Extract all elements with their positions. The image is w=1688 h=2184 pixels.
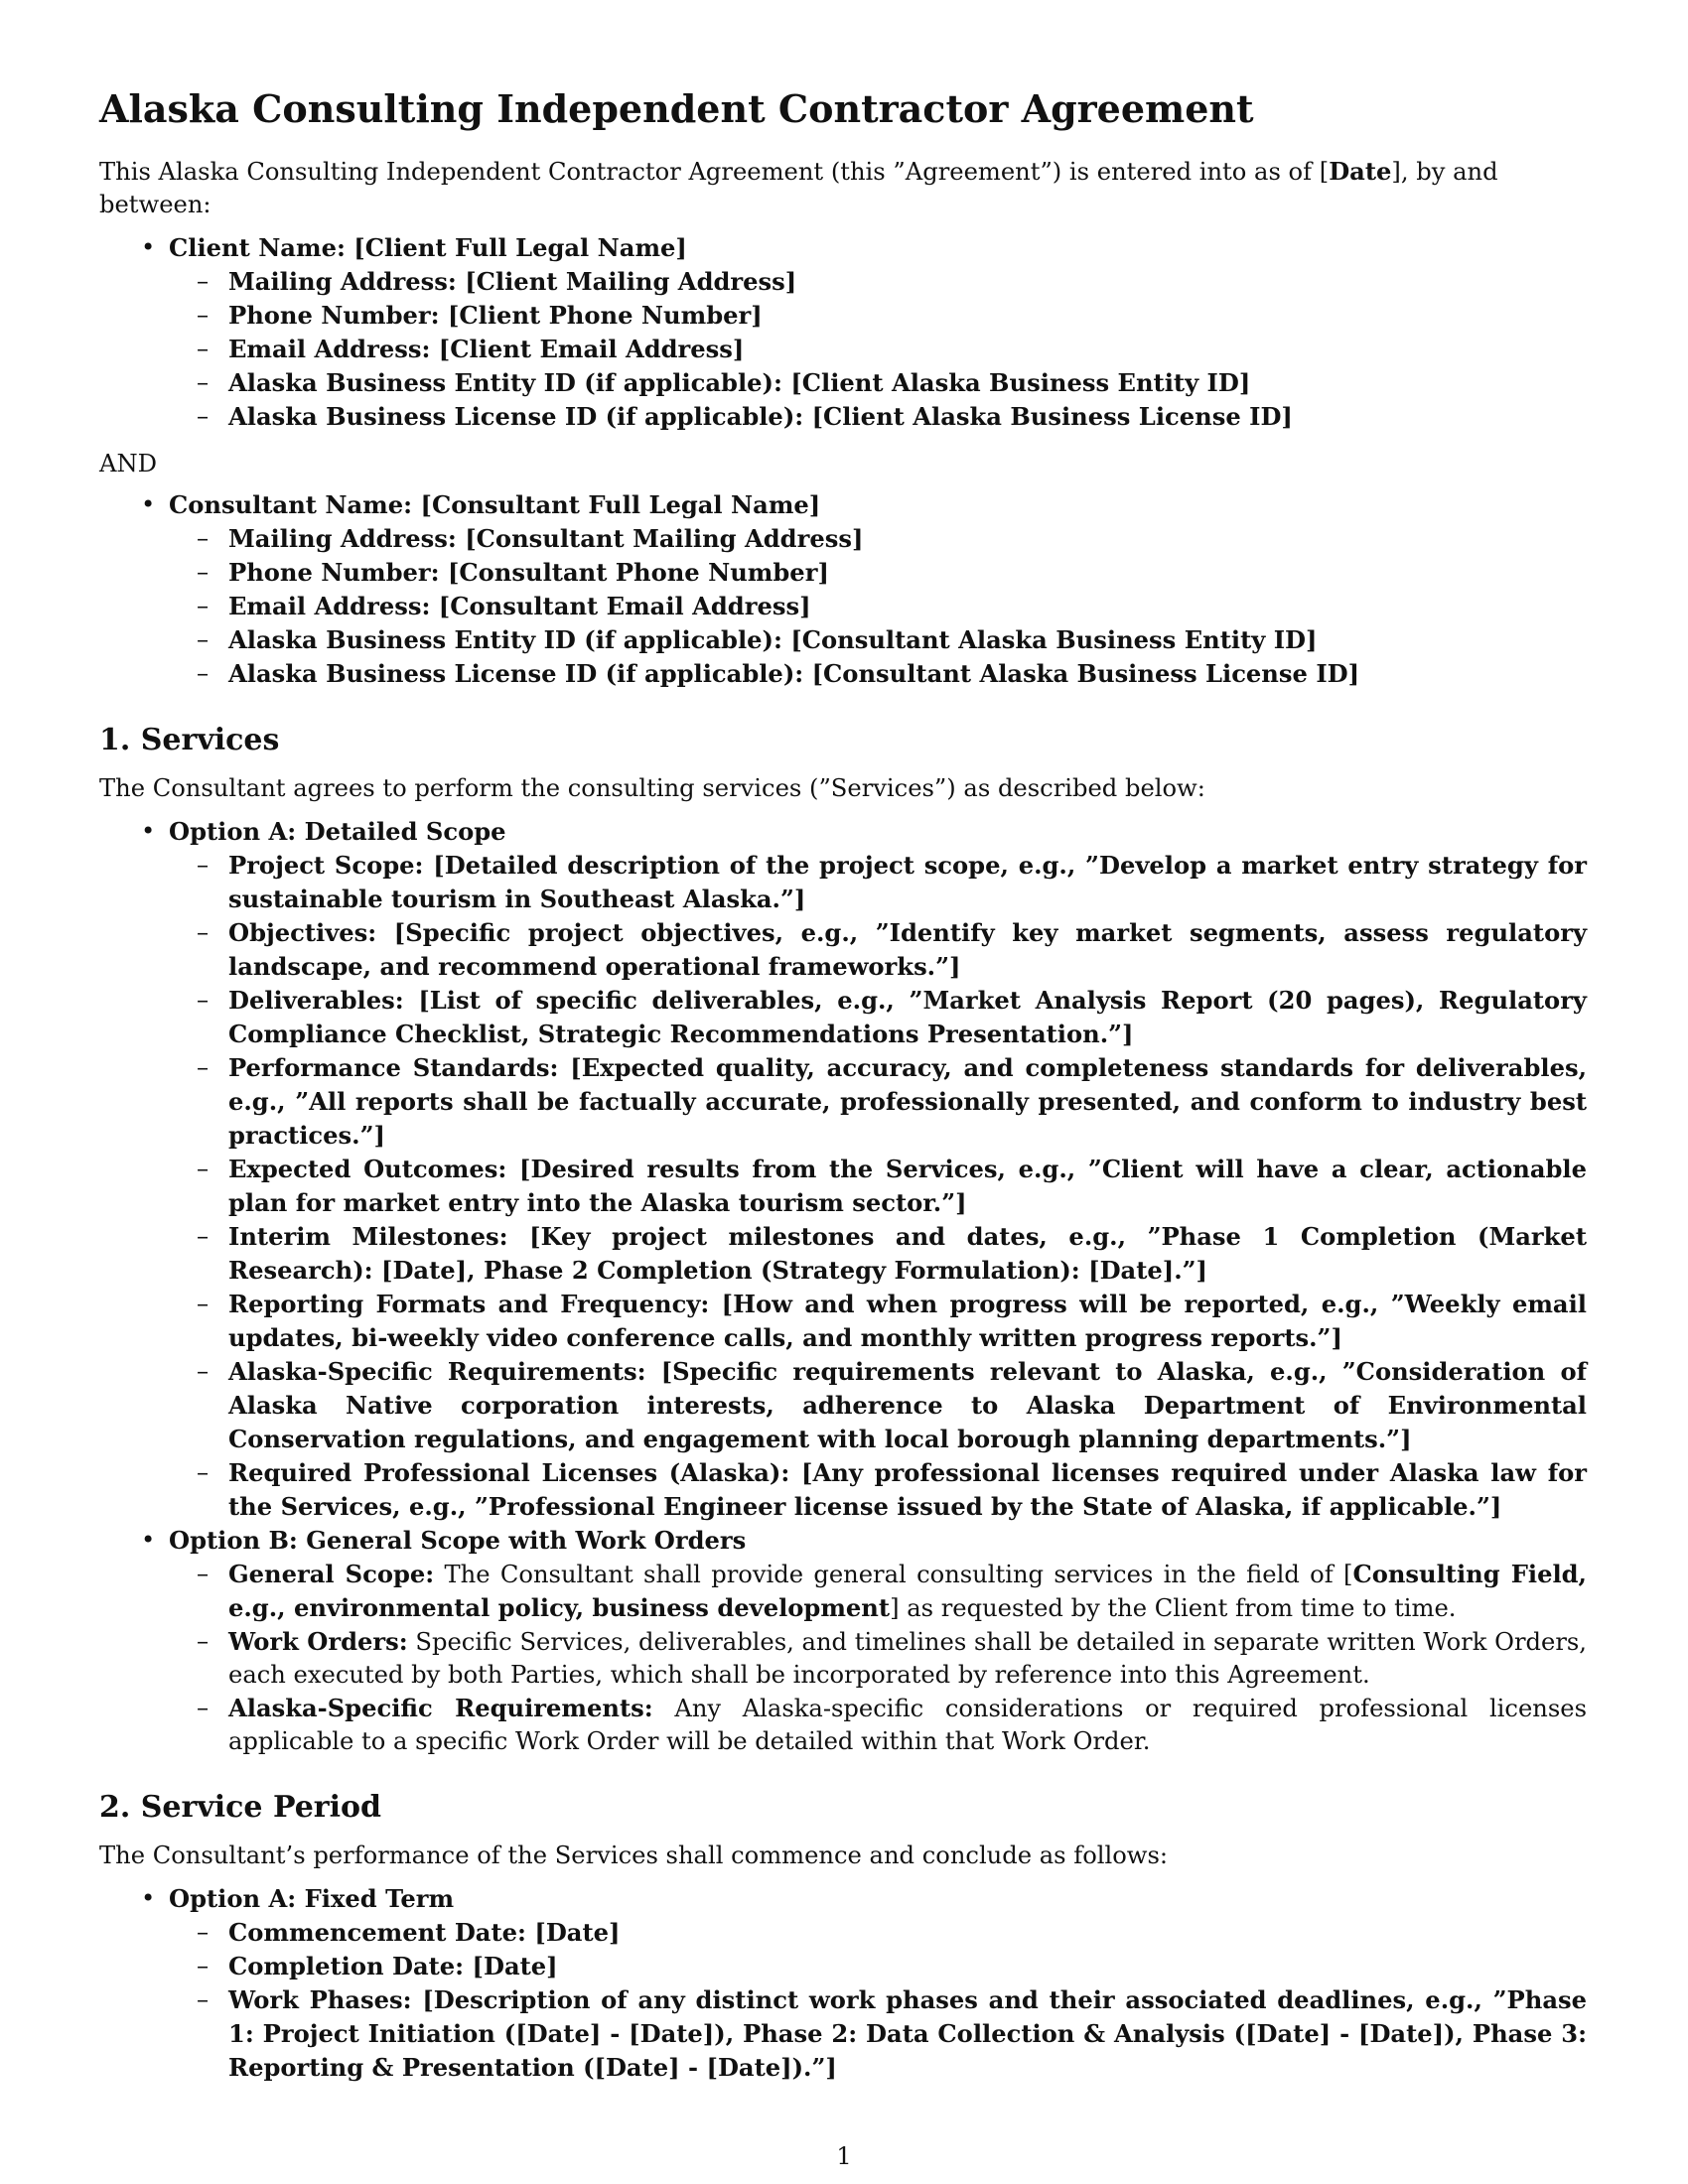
consultant-name-item	[169, 488, 1587, 691]
services-option-a-items	[169, 849, 1587, 1524]
general-scope-text-before: The Consultant shall provide general consulting services in the field of [	[434, 1561, 1353, 1588]
completion-date-item	[228, 1950, 1587, 1983]
work-order-alaska-text: Any Alaska-specific considerations or required professional licenses applicable to a specific Work Order will be detailed within that Work Order.	[228, 1695, 1587, 1755]
client-mailing-address	[228, 265, 1587, 299]
services-option-b-items	[169, 1558, 1587, 1758]
services-option-a	[169, 815, 1587, 1524]
section-1-intro: The Consultant agrees to perform the consulting services (”Services”) as described below:	[99, 774, 1205, 802]
interim-milestones-item	[228, 1220, 1587, 1288]
professional-licenses-item	[228, 1456, 1587, 1524]
section-2-heading: 2. Service Period	[99, 1790, 381, 1825]
project-scope-item	[228, 849, 1587, 916]
services-option-b	[169, 1524, 1587, 1758]
general-scope-item	[228, 1558, 1587, 1625]
client-license-id	[228, 400, 1587, 434]
deliverables-text: Deliverables: [List of specific deliverables, e.g., ”Market Analysis Report (20 pages), Regulatory Compliance Checklist, Strategic Recommendations Presentation.”]	[228, 986, 1587, 1048]
commencement-date-text: Commencement Date: [Date]	[228, 1918, 621, 1947]
deliverables-item	[228, 984, 1587, 1051]
work-phases-item	[228, 1983, 1587, 2085]
objectives-text: Objectives: [Specific project objectives, e.g., ”Identify key market segments, assess regulatory landscape, and recommend operational frameworks.”]	[228, 918, 1587, 981]
alaska-requirements-text: Alaska-Specific Requirements: [Specific requirements relevant to Alaska, e.g., ”Consideration of Alaska Native corporation interests, adherence to Alaska Department of Environmental Conservation regulations, and engagement with local borough planning departments.”]	[228, 1357, 1587, 1453]
client-phone-number-text: Phone Number: [Client Phone Number]	[228, 301, 763, 330]
client-email-address	[228, 333, 1587, 366]
reporting-formats-text: Reporting Formats and Frequency: [How and when progress will be reported, e.g., ”Weekly email updates, bi-weekly video conference calls, and monthly written progress reports.”]	[228, 1290, 1587, 1352]
project-scope-text: Project Scope: [Detailed description of the project scope, e.g., ”Develop a market entry strategy for sustainable tourism in Southeast Alaska.”]	[228, 851, 1587, 913]
consultant-details	[169, 522, 1587, 691]
work-orders-item	[228, 1625, 1587, 1692]
performance-standards-item	[228, 1051, 1587, 1153]
services-options-list	[99, 815, 1587, 1758]
performance-standards-text: Performance Standards: [Expected quality, accuracy, and completeness standards for deliverables, e.g., ”All reports shall be factually accurate, professionally presented, and conform to industry best practices.”]	[228, 1053, 1587, 1150]
intro-paragraph	[99, 155, 1587, 221]
and-separator: AND	[99, 450, 158, 478]
service-period-option-a	[169, 1882, 1587, 2085]
consultant-entity-id	[228, 623, 1587, 657]
general-scope-label: General Scope:	[228, 1560, 435, 1588]
services-option-a-heading: Option A: Detailed Scope	[169, 817, 506, 846]
consultant-mailing-address	[228, 522, 1587, 556]
service-period-option-a-heading: Option A: Fixed Term	[169, 1884, 455, 1913]
client-email-address-text: Email Address: [Client Email Address]	[228, 335, 745, 363]
section-1-heading: 1. Services	[99, 723, 280, 757]
general-scope-text-after: ] as requested by the Client from time to time.	[890, 1594, 1457, 1622]
consultant-phone-number-text: Phone Number: [Consultant Phone Number]	[228, 558, 829, 587]
client-details	[169, 265, 1587, 434]
services-option-b-heading: Option B: General Scope with Work Orders	[169, 1526, 747, 1555]
consultant-name: Consultant Name: [Consultant Full Legal Name]	[169, 490, 821, 519]
expected-outcomes-text: Expected Outcomes: [Desired results from the Services, e.g., ”Client will have a clear, actionable plan for market entry into the Alaska tourism sector.”]	[228, 1155, 1587, 1217]
intro-text-before: This Alaska Consulting Independent Contractor Agreement (this ”Agreement”) is entered into as of [	[99, 158, 1330, 186]
client-entity-id-text: Alaska Business Entity ID (if applicable): [Client Alaska Business Entity ID]	[228, 368, 1251, 397]
consultant-email-address-text: Email Address: [Consultant Email Address]	[228, 592, 811, 620]
client-license-id-text: Alaska Business License ID (if applicable): [Client Alaska Business License ID]	[228, 402, 1293, 431]
document-page	[99, 85, 1587, 2095]
intro-date-placeholder: Date	[1329, 157, 1392, 186]
work-order-alaska-label: Alaska-Specific Requirements:	[228, 1694, 653, 1722]
commencement-date-item	[228, 1916, 1587, 1950]
work-orders-label: Work Orders:	[228, 1627, 408, 1656]
completion-date-text: Completion Date: [Date]	[228, 1952, 558, 1980]
client-mailing-address-text: Mailing Address: [Client Mailing Address]	[228, 267, 797, 296]
alaska-requirements-item	[228, 1355, 1587, 1456]
work-orders-text: Specific Services, deliverables, and timelines shall be detailed in separate written Work Orders, each executed by both Parties, which shall be incorporated by reference into this Agreement.	[228, 1628, 1587, 1689]
client-entity-id	[228, 366, 1587, 400]
section-2-intro: The Consultant’s performance of the Services shall commence and conclude as follows:	[99, 1842, 1169, 1869]
consultant-phone-number	[228, 556, 1587, 590]
work-order-alaska-item	[228, 1692, 1587, 1758]
objectives-item	[228, 916, 1587, 984]
professional-licenses-text: Required Professional Licenses (Alaska): [Any professional licenses required under Alaska law for the Services, e.g., ”Professional Engineer license issued by the State of Alaska, if applicable.”]	[228, 1458, 1587, 1521]
client-list	[99, 231, 1587, 434]
general-scope-field: Consulting Field, e.g., environmental policy, business development	[228, 1560, 1587, 1622]
interim-milestones-text: Interim Milestones: [Key project milestones and dates, e.g., ”Phase 1 Completion (Market Research): [Date], Phase 2 Completion (Strategy Formulation): [Date].”]	[228, 1222, 1587, 1285]
intro-text-after: ], by and between:	[99, 158, 1498, 218]
consultant-license-id-text: Alaska Business License ID (if applicable): [Consultant Alaska Business License ID]	[228, 659, 1360, 688]
consultant-license-id	[228, 657, 1587, 691]
consultant-entity-id-text: Alaska Business Entity ID (if applicable): [Consultant Alaska Business Entity ID]	[228, 625, 1318, 654]
client-phone-number	[228, 299, 1587, 333]
service-period-option-a-items	[169, 1916, 1587, 2085]
service-period-options-list	[99, 1882, 1587, 2085]
consultant-list	[99, 488, 1587, 691]
page-number: 1	[836, 2142, 852, 2170]
document-title: Alaska Consulting Independent Contractor Agreement	[99, 86, 1254, 131]
client-name-item	[169, 231, 1587, 434]
consultant-mailing-address-text: Mailing Address: [Consultant Mailing Address]	[228, 524, 864, 553]
consultant-email-address	[228, 590, 1587, 623]
expected-outcomes-item	[228, 1153, 1587, 1220]
reporting-formats-item	[228, 1288, 1587, 1355]
client-name: Client Name: [Client Full Legal Name]	[169, 233, 687, 262]
work-phases-text: Work Phases: [Description of any distinct work phases and their associated deadlines, e.g., ”Phase 1: Project Initiation ([Date] - [Date]), Phase 2: Data Collection & Analysis ([Date] - [Date]), Phase 3: Reporting & Presentation ([Date] - [Date]).”]	[228, 1985, 1587, 2082]
